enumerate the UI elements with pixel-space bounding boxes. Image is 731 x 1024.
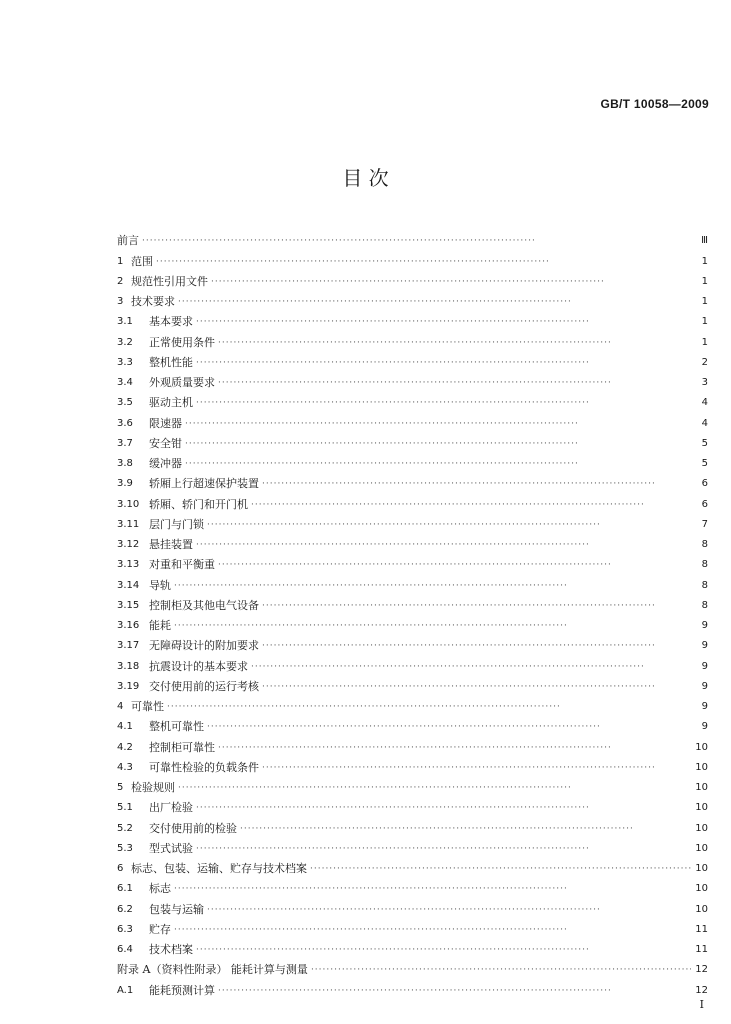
- leader-dots: [196, 538, 691, 552]
- toc-entry-number: 3.6: [117, 417, 133, 429]
- toc-entry-label: 标志: [149, 882, 171, 896]
- toc-entry-page: 10: [695, 883, 708, 895]
- toc-entry[interactable]: [117, 734, 708, 754]
- toc-entry-label: 检验规则: [131, 781, 175, 794]
- toc-entry-number: 3.11: [117, 518, 140, 530]
- toc-entry[interactable]: [117, 613, 708, 633]
- toc-entry-number: 3.18: [117, 660, 140, 672]
- toc-entry-number: 3.15: [117, 599, 140, 611]
- toc-entry-number: 4.3: [117, 761, 133, 773]
- toc-entry-label: 整机可靠性: [149, 720, 204, 734]
- toc-entry-number: 3.8: [117, 458, 133, 469]
- toc-entry[interactable]: [117, 512, 708, 532]
- toc-entry-label: 缓冲器: [149, 457, 182, 470]
- toc-entry-label: 附录 A（资料性附录） 能耗计算与测量: [117, 963, 308, 977]
- toc-entry-page: Ⅲ: [701, 235, 708, 247]
- toc-entry-page: 1: [701, 275, 708, 287]
- toc-entry-label: 轿厢、轿门和开门机: [149, 497, 248, 511]
- leader-dots: [196, 396, 691, 410]
- leader-dots: [211, 275, 691, 289]
- toc-entry-page: 2: [701, 356, 708, 368]
- leader-dots: [218, 741, 691, 755]
- leader-dots: [178, 781, 691, 795]
- toc-entry-number: 5: [117, 782, 124, 793]
- toc-entry[interactable]: [117, 289, 708, 309]
- leader-dots: [207, 720, 691, 734]
- toc-entry[interactable]: [117, 856, 708, 876]
- toc-entry[interactable]: [117, 755, 708, 775]
- leader-dots: [207, 903, 691, 917]
- toc-entry-number: 3.12: [117, 539, 140, 550]
- toc-entry[interactable]: [117, 876, 708, 896]
- toc-entry-label: 外观质量要求: [149, 376, 215, 389]
- toc-entry[interactable]: [117, 390, 708, 410]
- toc-entry-number: A.1: [117, 984, 134, 996]
- toc-entry[interactable]: [117, 370, 708, 390]
- toc-entry-label: 规范性引用文件: [131, 274, 208, 288]
- toc-entry-label: 能耗: [149, 619, 171, 632]
- toc-entry-label: 可靠性: [131, 700, 164, 713]
- toc-entry[interactable]: [117, 329, 708, 349]
- toc-entry-number: 1: [117, 255, 124, 267]
- toc-entry-label: 驱动主机: [149, 396, 193, 410]
- toc-entry[interactable]: [117, 836, 708, 856]
- leader-dots: [262, 761, 691, 775]
- leader-dots: [251, 498, 691, 512]
- leader-dots: [185, 417, 691, 431]
- toc-entry-page: 1: [701, 336, 708, 348]
- toc-entry[interactable]: [117, 694, 708, 714]
- toc-entry[interactable]: [117, 633, 708, 653]
- leader-dots: [156, 255, 691, 269]
- toc-entry-number: 3.14: [117, 579, 140, 591]
- toc-entry-label: 包装与运输: [149, 902, 204, 916]
- toc-entry-number: 3.2: [117, 336, 133, 348]
- toc-entry-number: 3.1: [117, 316, 133, 328]
- toc-entry[interactable]: [117, 977, 708, 997]
- toc-entry-page: 4: [701, 417, 708, 429]
- toc-entry-number: 6: [117, 863, 124, 874]
- toc-entry-page: 7: [701, 518, 708, 530]
- leader-dots: [174, 619, 691, 633]
- toc-entry[interactable]: [117, 815, 708, 835]
- toc-entry-page: 11: [695, 923, 708, 935]
- toc-entry-number: 3.3: [117, 356, 133, 368]
- leader-dots: [185, 457, 691, 471]
- toc-entry-label: 出厂检验: [149, 801, 193, 815]
- toc-entry-label: 前言: [117, 234, 139, 248]
- toc-entry[interactable]: [117, 491, 708, 511]
- toc-entry-number: 3.19: [117, 680, 140, 692]
- toc-entry[interactable]: [117, 674, 708, 694]
- toc-entry-number: 4: [117, 701, 124, 712]
- toc-entry-number: 3.5: [117, 397, 133, 409]
- leader-dots: [167, 700, 691, 714]
- toc-entry-label: 无障碍设计的附加要求: [149, 639, 259, 653]
- toc-entry-page: 3: [701, 377, 708, 388]
- toc-entry[interactable]: [117, 471, 708, 491]
- toc-entry[interactable]: [117, 937, 708, 957]
- toc-entry-page: 1: [701, 296, 708, 307]
- toc-entry-label: 技术档案: [149, 943, 193, 956]
- leader-dots: [311, 963, 691, 977]
- toc-entry[interactable]: [117, 431, 708, 451]
- toc-entry[interactable]: [117, 917, 708, 937]
- toc-entry-page: 8: [701, 539, 708, 550]
- toc-entry-page: 12: [695, 984, 708, 996]
- toc-entry[interactable]: [117, 714, 708, 734]
- leader-dots: [310, 862, 691, 876]
- toc-entry-page: 10: [695, 842, 708, 854]
- toc-entry-label: 可靠性检验的负载条件: [149, 760, 259, 774]
- toc-entry-page: 9: [701, 640, 708, 652]
- toc-entry-page: 12: [695, 964, 708, 976]
- toc-entry[interactable]: [117, 593, 708, 613]
- leader-dots: [262, 477, 691, 491]
- toc-entry-page: 9: [701, 620, 708, 631]
- toc-entry-label: 导轨: [149, 578, 171, 592]
- toc-entry-page: 10: [695, 761, 708, 773]
- toc-entry-number: 3.9: [117, 478, 133, 490]
- table-of-contents: [117, 228, 708, 998]
- toc-entry-number: 2: [117, 275, 124, 287]
- toc-entry-label: 对重和平衡重: [149, 558, 215, 572]
- toc-entry-number: 6.4: [117, 944, 133, 955]
- standard-code: GB/T 10058—2009: [600, 97, 709, 111]
- toc-entry-label: 贮存: [149, 922, 171, 936]
- toc-entry[interactable]: [117, 410, 708, 430]
- leader-dots: [218, 984, 691, 998]
- toc-entry[interactable]: [117, 451, 708, 471]
- leader-dots: [185, 437, 691, 451]
- toc-entry[interactable]: [117, 896, 708, 916]
- toc-entry-label: 层门与门锁: [149, 517, 204, 531]
- toc-entry-label: 整机性能: [149, 355, 193, 369]
- toc-entry-page: 11: [695, 944, 708, 955]
- toc-entry-number: 3.16: [117, 620, 140, 631]
- leader-dots: [262, 639, 691, 653]
- toc-entry-number: 6.1: [117, 883, 133, 895]
- leader-dots: [251, 660, 691, 674]
- toc-entry-page: 5: [701, 437, 708, 449]
- toc-entry-page: 8: [701, 599, 708, 611]
- toc-entry-label: 正常使用条件: [149, 335, 215, 349]
- leader-dots: [262, 599, 691, 613]
- toc-entry-page: 6: [701, 498, 708, 510]
- toc-entry-page: 4: [701, 397, 708, 409]
- toc-entry-number: 3.7: [117, 437, 133, 449]
- toc-entry-page: 1: [701, 255, 708, 267]
- toc-entry-number: 5.2: [117, 822, 133, 834]
- leader-dots: [262, 680, 691, 694]
- toc-entry[interactable]: [117, 552, 708, 572]
- toc-entry-page: 6: [701, 478, 708, 490]
- toc-entry-page: 9: [701, 721, 708, 733]
- toc-entry-number: 3: [117, 296, 124, 307]
- toc-entry[interactable]: [117, 228, 708, 248]
- toc-entry[interactable]: [117, 957, 708, 977]
- toc-entry-label: 基本要求: [149, 315, 193, 329]
- page-title: 目 次: [342, 166, 389, 190]
- toc-entry-label: 抗震设计的基本要求: [149, 659, 248, 673]
- toc-entry-number: 5.1: [117, 802, 133, 814]
- toc-entry-page: 5: [701, 458, 708, 469]
- toc-entry-page: 8: [701, 579, 708, 591]
- toc-entry-label: 范围: [131, 254, 153, 268]
- toc-entry-page: 10: [695, 782, 708, 793]
- toc-entry-label: 限速器: [149, 416, 182, 430]
- toc-entry[interactable]: [117, 248, 708, 268]
- leader-dots: [178, 295, 691, 309]
- toc-entry-label: 悬挂装置: [149, 538, 193, 551]
- leader-dots: [174, 882, 691, 896]
- toc-entry-page: 9: [701, 660, 708, 672]
- toc-entry-number: 5.3: [117, 842, 133, 854]
- toc-entry[interactable]: [117, 309, 708, 329]
- toc-entry-number: 3.10: [117, 498, 140, 510]
- toc-entry[interactable]: [117, 269, 708, 289]
- toc-entry-page: 10: [695, 802, 708, 814]
- toc-entry[interactable]: [117, 532, 708, 552]
- toc-entry-number: 3.13: [117, 559, 140, 571]
- toc-entry[interactable]: [117, 775, 708, 795]
- toc-entry-page: 9: [701, 701, 708, 712]
- toc-entry-label: 标志、包装、运输、贮存与技术档案: [131, 862, 307, 875]
- toc-entry[interactable]: [117, 350, 708, 370]
- toc-entry-page: 10: [695, 741, 708, 753]
- toc-entry[interactable]: [117, 572, 708, 592]
- toc-entry-label: 能耗预测计算: [149, 983, 215, 997]
- toc-entry-label: 型式试验: [149, 841, 193, 855]
- toc-entry-label: 交付使用前的检验: [149, 821, 237, 835]
- leader-dots: [196, 315, 691, 329]
- leader-dots: [218, 376, 691, 390]
- leader-dots: [218, 336, 691, 350]
- toc-entry-page: 8: [701, 559, 708, 571]
- toc-entry-label: 交付使用前的运行考核: [149, 679, 259, 693]
- toc-entry-number: 3.17: [117, 640, 140, 652]
- toc-entry-number: 4.1: [117, 721, 133, 733]
- leader-dots: [196, 801, 691, 815]
- leader-dots: [240, 822, 691, 836]
- toc-entry-page: 10: [695, 903, 708, 915]
- toc-entry-page: 9: [701, 680, 708, 692]
- toc-entry-number: 4.2: [117, 741, 133, 753]
- toc-entry[interactable]: [117, 795, 708, 815]
- toc-entry-number: 3.4: [117, 377, 133, 388]
- toc-entry-label: 轿厢上行超速保护装置: [149, 477, 259, 491]
- leader-dots: [196, 943, 691, 957]
- toc-entry-page: 10: [695, 822, 708, 834]
- toc-entry-page: 10: [695, 863, 708, 874]
- toc-entry-number: 6.3: [117, 923, 133, 935]
- leader-dots: [218, 558, 691, 572]
- toc-entry-page: 1: [701, 316, 708, 328]
- toc-entry-number: 6.2: [117, 903, 133, 915]
- toc-entry-label: 控制柜可靠性: [149, 740, 215, 754]
- leader-dots: [174, 923, 691, 937]
- leader-dots: [196, 842, 691, 856]
- leader-dots: [142, 234, 691, 248]
- page-number: Ⅰ: [699, 998, 704, 1011]
- toc-entry[interactable]: [117, 653, 708, 673]
- leader-dots: [174, 579, 691, 593]
- toc-entry-label: 技术要求: [131, 295, 175, 308]
- toc-entry-label: 安全钳: [149, 436, 182, 450]
- leader-dots: [207, 518, 691, 532]
- toc-entry-label: 控制柜及其他电气设备: [149, 598, 259, 612]
- leader-dots: [196, 356, 691, 370]
